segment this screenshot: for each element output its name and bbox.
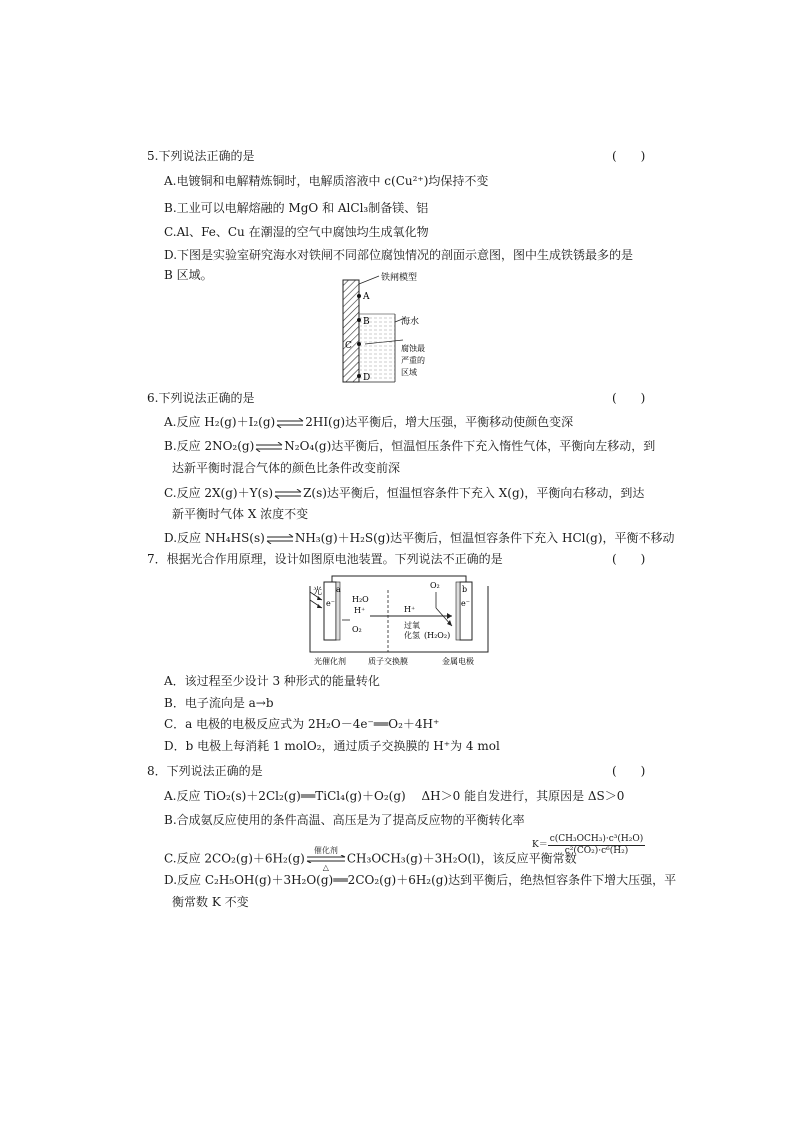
point-b-label: B	[363, 317, 370, 327]
iron-gate-figure	[335, 272, 465, 384]
k-denominator: c²(CO₂)·c⁶(H₂)	[564, 846, 629, 856]
heat-label: △	[322, 863, 329, 872]
q6-option-b-line2: 达新平衡时混合气体的颜色比条件改变前深	[172, 461, 401, 475]
q8-option-c-reactants: C.反应 2CO₂(g)＋6H₂(g)	[164, 851, 305, 866]
q6-option-b-reactants: B.反应 2NO₂(g)	[164, 439, 255, 453]
corrosion-label-3: 区域	[401, 368, 417, 377]
q8-option-d-line1: D.反应 C₂H₅OH(g)＋3H₂O(g)══2CO₂(g)＋6H₂(g)达到平衡后，绝热恒容条件下增大压强，平	[164, 873, 677, 887]
equilibrium-arrow-icon	[254, 442, 284, 452]
q5-stem: 5.下列说法正确的是	[147, 149, 255, 163]
point-a-marker	[357, 294, 361, 298]
electrode-a	[324, 582, 336, 640]
oxygen-top-label: O₂	[430, 581, 440, 590]
q6-option-d	[164, 530, 675, 546]
q6-option-b-products: N₂O₄(g)达平衡后，恒温恒压条件下充入惰性气体，平衡向左移动，到	[284, 439, 656, 453]
oxygen-left-label: O₂	[352, 625, 362, 634]
q5-option-b: B.工业可以电解熔融的 MgO 和 AlCl₃制备镁、铝	[164, 201, 429, 215]
metal-electrode-label: 金属电极	[442, 657, 474, 666]
equilibrium-arrow-icon	[305, 855, 347, 863]
q8-option-c	[164, 846, 577, 872]
q6-stem: 6.下列说法正确的是	[147, 391, 255, 405]
q5-answer-paren: ( )	[612, 149, 646, 163]
q6-option-a-reactants: A.反应 H₂(g)＋I₂(g)	[164, 415, 276, 429]
photocatalyst-label: 光催化剂	[314, 657, 346, 666]
water-label: H₂O	[352, 595, 369, 604]
k-label: K＝	[532, 840, 548, 850]
seawater-label: 海水	[401, 317, 420, 327]
catalyst-arrow	[305, 846, 347, 872]
electrode-b-label: b	[462, 585, 468, 594]
catalyst-label: 催化剂	[313, 846, 338, 855]
q5-option-a: A.电镀铜和电解精炼铜时，电解质溶液中 c(Cu²⁺)均保持不变	[164, 174, 489, 188]
q6-option-c-line1	[164, 485, 644, 501]
peroxide-label-1: 过氧	[404, 621, 420, 630]
q8-option-b: B.合成氨反应使用的条件高温、高压是为了提高反应物的平衡转化率	[164, 813, 525, 827]
equilibrium-arrow-icon	[273, 489, 303, 499]
q7-stem: 7．根据光合作用原理，设计如图原电池装置。下列说法不正确的是	[147, 552, 503, 566]
point-d-marker	[357, 374, 361, 378]
k-numerator: c(CH₃OCH₃)·c³(H₂O)	[549, 834, 644, 844]
q6-option-a-products: 2HI(g)达平衡后，增大压强，平衡移动使颜色变深	[305, 415, 574, 429]
q7-answer-paren: ( )	[612, 552, 646, 566]
equilibrium-constant-expression	[532, 834, 645, 857]
equilibrium-arrow-icon	[275, 418, 305, 428]
point-c-marker	[357, 342, 361, 346]
q6-answer-paren: ( )	[612, 391, 646, 405]
q6-option-a	[164, 414, 573, 430]
point-a-label: A	[363, 292, 370, 302]
q7-option-d: D．b 电极上每消耗 1 molO₂，通过质子交换膜的 H⁺为 4 mol	[164, 739, 500, 753]
iron-gate-model-label: 铁闸模型	[381, 273, 418, 283]
q6-option-b-line1	[164, 438, 655, 454]
q7-option-a: A．该过程至少设计 3 种形式的能量转化	[164, 674, 380, 688]
corrosion-label-2: 严重的	[401, 356, 425, 365]
q5-option-d-line1: D.下图是实验室研究海水对铁闸不同部位腐蚀情况的剖面示意图，图中生成铁锈最多的是	[164, 248, 634, 262]
corrosion-label-1: 腐蚀最	[401, 344, 425, 353]
peroxide-label-3: (H₂O₂)	[424, 631, 451, 640]
q6-option-d-reactants: D.反应 NH₄HS(s)	[164, 531, 265, 545]
point-d-label: D	[363, 373, 371, 383]
q5-option-d-line2: B 区域。	[164, 268, 213, 282]
q6-option-c-products: Z(s)达平衡后，恒温恒容条件下充入 X(g)，平衡向右移动，到达	[303, 486, 645, 500]
q6-option-c-line2: 新平衡时气体 X 浓度不变	[172, 507, 309, 521]
electron-right-label: e⁻	[461, 599, 470, 608]
q8-stem: 8．下列说法正确的是	[147, 764, 263, 778]
membrane-label: 质子交换膜	[368, 657, 408, 666]
q8-option-a: A.反应 TiO₂(s)＋2Cl₂(g)══TiCl₄(g)＋O₂(g) ΔH＞0 能自发进行，其原因是 ΔS＞0	[164, 789, 625, 803]
q7-option-c: C．a 电极的电极反应式为 2H₂O－4e⁻══O₂＋4H⁺	[164, 717, 440, 731]
q5-option-c: C.Al、Fe、Cu 在潮湿的空气中腐蚀均生成氧化物	[164, 225, 429, 239]
q8-answer-paren: ( )	[612, 764, 646, 778]
point-b-marker	[357, 318, 361, 322]
q8-option-c-products: CH₃OCH₃(g)＋3H₂O(l)，该反应平衡常数	[346, 851, 577, 866]
q8-option-d-line2: 衡常数 K 不变	[172, 895, 249, 909]
q7-option-b: B．电子流向是 a→b	[164, 696, 274, 710]
photocell-figure	[300, 572, 500, 666]
q6-option-c-reactants: C.反应 2X(g)＋Y(s)	[164, 486, 274, 500]
q6-option-d-products: NH₃(g)＋H₂S(g)达平衡后，恒温恒容条件下充入 HCl(g)，平衡不移动	[294, 531, 675, 545]
external-wire	[332, 576, 466, 582]
proton-mid-label: H⁺	[404, 605, 416, 614]
point-c-label: C	[345, 341, 352, 351]
proton-left-label: H⁺	[354, 606, 366, 615]
electrode-a-label: a	[336, 585, 341, 594]
equilibrium-arrow-icon	[265, 534, 295, 544]
light-label: 光	[313, 587, 323, 597]
electron-left-label: e⁻	[326, 599, 335, 608]
peroxide-label-2: 化氢	[404, 631, 420, 640]
iron-gate-wall	[343, 280, 359, 382]
